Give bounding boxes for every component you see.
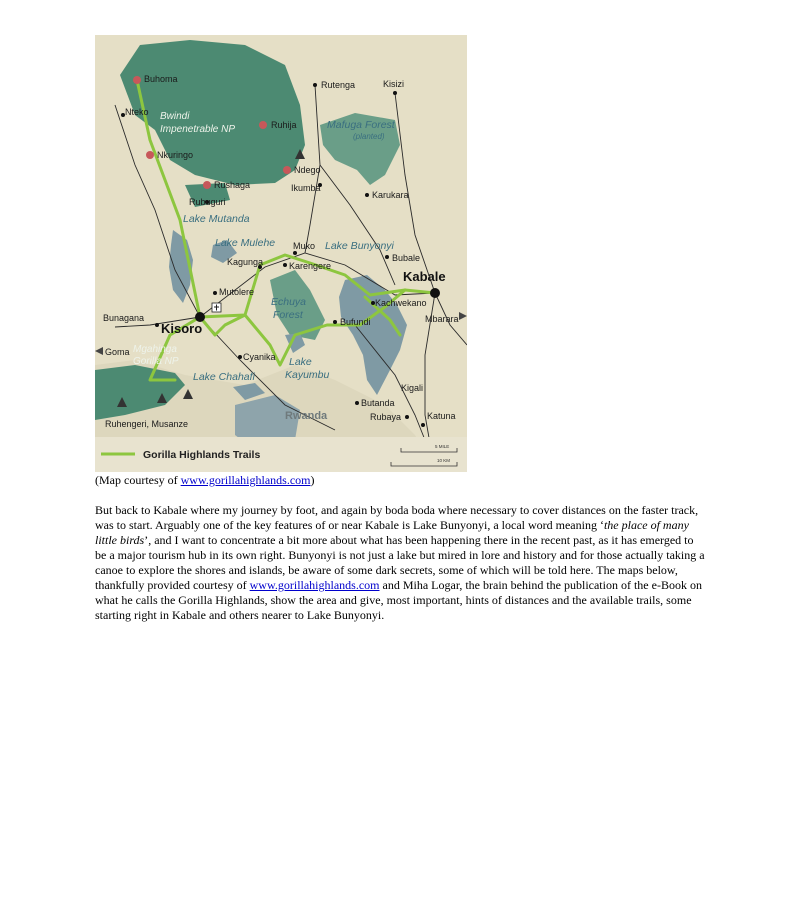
town-marker [293,251,297,255]
lake-label: Lake [289,356,312,368]
town-marker [405,415,409,419]
paragraph-part3: and Miha Logar, the brain behind the publication of the e-Book on what he calls the Gorilla Highlands, show the area and give, most important, hints of distances and the available trails, some starting right in Kabale and others nearer to Lake Bunyonyi. [95,578,702,622]
caption-link[interactable]: www.gorillahighlands.com [180,473,311,487]
town-label: Rubuguri [189,197,226,207]
town-marker [133,76,141,84]
town-label: Nteko [125,107,149,117]
map-svg [95,35,467,472]
town-label: Bufundi [340,317,371,327]
town-label: Ndego [294,165,321,175]
mafuga-label: Mafuga Forest [327,119,395,131]
mafuga-label: (planted) [353,132,385,141]
town-label: Buhoma [144,74,178,84]
town-marker [333,320,337,324]
town-label: Mutolere [219,287,255,297]
map-caption [95,473,315,488]
lake-label: Lake Mulehe [215,237,276,249]
legend-label: Gorilla Highlands Trails [143,449,261,461]
mgahinga-label: Gorilla NP [133,356,179,367]
town-label: Muko [293,241,316,251]
town-marker [203,181,211,189]
town-marker [155,323,159,327]
town-marker [385,255,389,259]
town-marker [313,83,317,87]
town-label: Rushaga [214,180,251,190]
lake-label: Kayumbu [285,369,330,381]
echuya-label: Echuya [271,296,307,308]
town-label: Mbarara [425,314,459,324]
caption-suffix: ) [310,473,315,487]
mgahinga-label: Mgahinga [133,344,177,355]
town-label-kisoro: Kisoro [161,321,203,336]
paragraph-link[interactable]: www.gorillahighlands.com [249,578,380,592]
town-label: Cyanika [243,352,276,362]
bwindi-label: Bwindi [160,111,190,122]
rwanda-label: Rwanda [285,410,328,422]
town-label: Rutenga [321,80,356,90]
town-label: Bubale [392,253,421,263]
gorilla-highlands-map [95,35,467,472]
town-label: Ruhengeri, Musanze [105,419,189,429]
town-label: Kagunga [227,257,264,267]
lake-label: Lake Bunyonyi [325,240,394,252]
town-label: Karengere [289,261,332,271]
town-marker [365,193,369,197]
body-paragraph [95,503,707,623]
town-label: Nkuringo [157,150,194,160]
paragraph-part1: But back to Kabale where my journey by foot, and again by boda boda where necessary to cover distances on the faster track, was to start. Arguably one of the key features of or near Kabale is Lake Bunyonyi, a local word meaning ‘ [95,503,699,532]
town-marker [421,423,425,427]
town-label: Katuna [427,411,456,421]
town-marker [213,291,217,295]
town-marker [283,166,291,174]
town-label: Goma [105,347,130,357]
town-label: Kigali [401,383,424,393]
town-marker [355,401,359,405]
town-marker [283,263,287,267]
bwindi-label: Impenetrable NP [160,124,236,135]
caption-prefix: (Map courtesy of [95,473,181,487]
paragraph-italic: the place of many little birds [95,518,689,547]
town-label: Kisizi [383,79,405,89]
lake-label: Lake Chahafi [193,371,255,383]
town-label: Kachwekano [375,298,427,308]
town-label: Bunagana [103,313,145,323]
lake-label: Lake Mutanda [183,213,250,225]
echuya-label: Forest [273,309,303,321]
town-marker [238,355,242,359]
town-label: Rubaya [370,412,402,422]
kabale-marker [430,288,440,298]
paragraph-part2: ’, and I want to concentrate a bit more about what has been happening there in the recent past, as it has emerged to be a major tourism hub in its own right. Bunyonyi is not just a lake but mired in lore and history and for those actually taking a canoe to explore the shores and islands, be aware of some dark secrets, some of which will be told here. The maps below, thankfully provided courtesy of [95,533,705,592]
scale-label-km: 10 KM [437,458,451,463]
town-label: Ikumba [291,183,321,193]
scale-label-mile: 5 MILE [435,444,450,449]
town-marker [146,151,154,159]
town-marker [393,91,397,95]
town-label: Ruhija [271,120,297,130]
town-marker [259,121,267,129]
town-label: Butanda [361,398,395,408]
town-label: Karukara [372,190,409,200]
town-label-kabale: Kabale [403,269,446,284]
